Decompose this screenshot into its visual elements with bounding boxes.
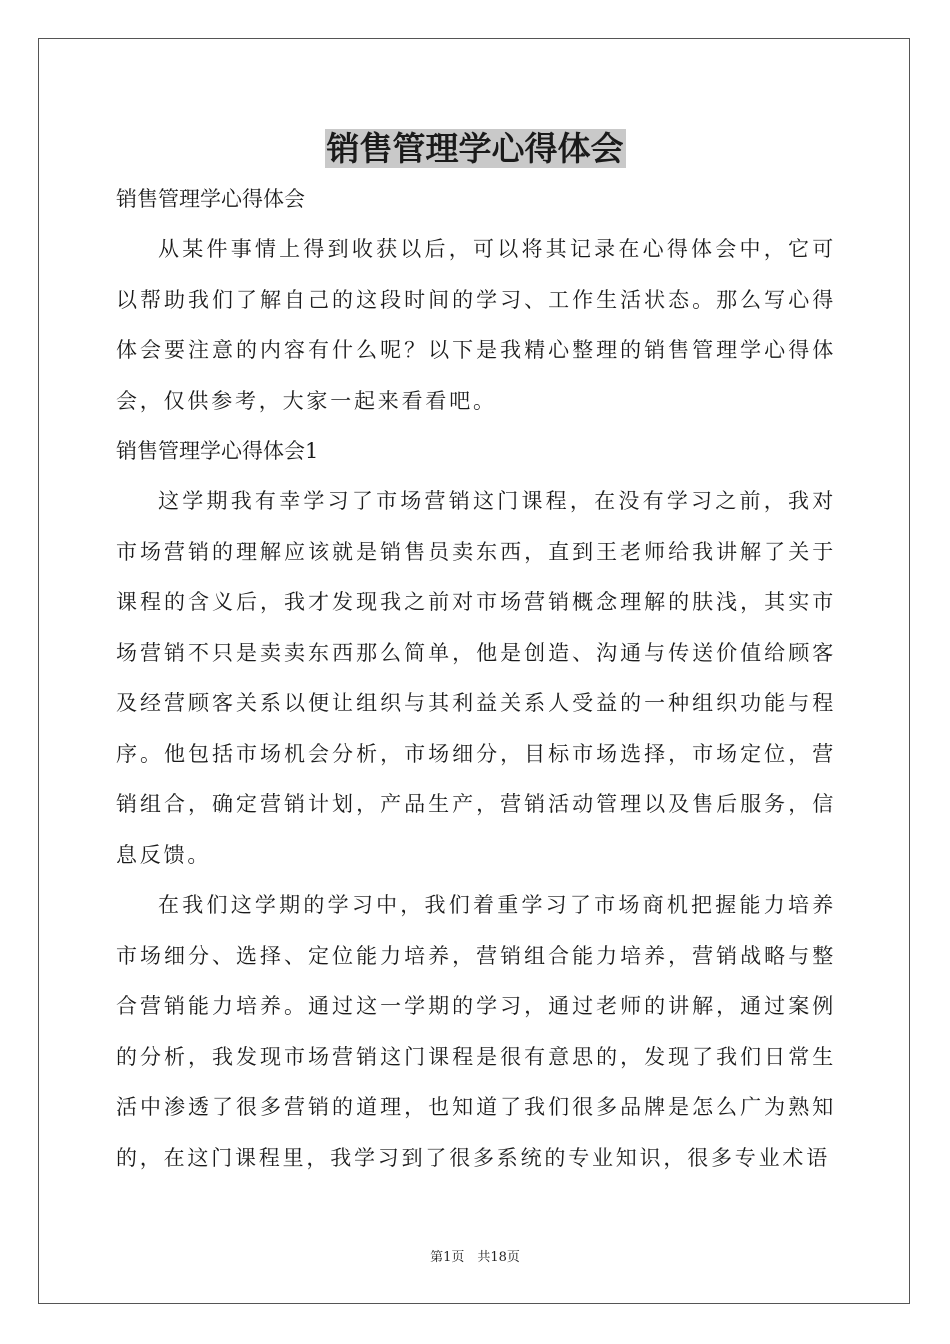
document-title-text: 销售管理学心得体会: [326, 129, 624, 168]
document-body: [116, 174, 836, 1183]
intro-heading: 销售管理学心得体会: [116, 187, 305, 211]
section-heading: 销售管理学心得体会1: [116, 439, 319, 463]
body-paragraph-2: 在我们这学期的学习中，我们着重学习了市场商机把握能力培养市场细分、选择、定位能力培养，营销组合能力培养，营销战略与整合营销能力培养。通过这一学期的学习，通过老师的讲解，通过案例的分析，我发现市场营销这门课程是很有意思的，发现了我们日常生活中渗透了很多营销的道理，也知道了我们很多品牌是怎么广为熟知的，在这门课程里，我学习到了很多系统的专业知识，很多专业术语: [116, 893, 836, 1170]
document-title: [0, 124, 950, 174]
body-paragraph-1: 这学期我有幸学习了市场营销这门课程，在没有学习之前，我对市场营销的理解应该就是销售员卖东西，直到王老师给我讲解了关于课程的含义后，我才发现我之前对市场营销概念理解的肤浅，其实市场营销不只是卖卖东西那么简单，他是创造、沟通与传送价值给顾客及经营顾客关系以便让组织与其利益关系人受益的一种组织功能与程序。他包括市场机会分析，市场细分，目标市场选择，市场定位，营销组合，确定营销计划，产品生产，营销活动管理以及售后服务，信息反馈。: [116, 489, 836, 867]
page-footer: 第1页 共18页: [430, 1250, 520, 1265]
intro-paragraph: 从某件事情上得到收获以后，可以将其记录在心得体会中，它可以帮助我们了解自己的这段时间的学习、工作生活状态。那么写心得体会要注意的内容有什么呢？以下是我精心整理的销售管理学心得体会，仅供参考，大家一起来看看吧。: [116, 237, 836, 413]
